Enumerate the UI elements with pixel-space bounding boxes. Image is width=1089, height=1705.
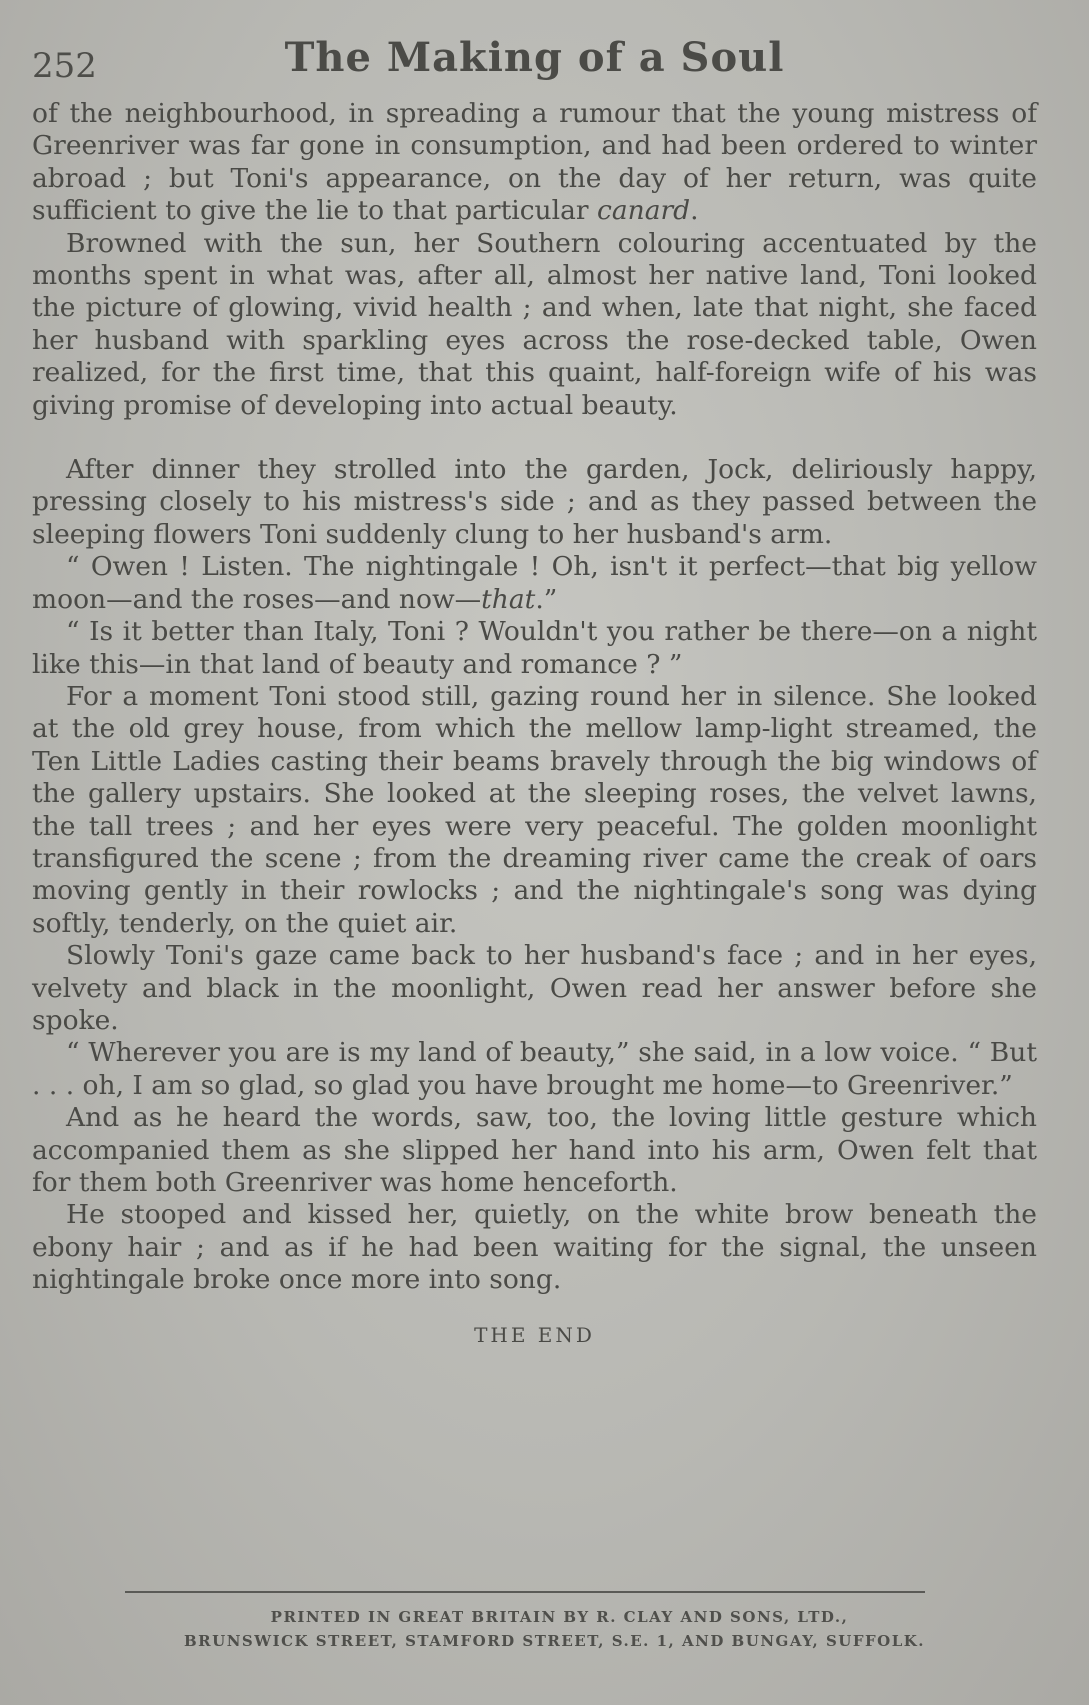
paragraph: He stooped and kissed her, quietly, on the white brow beneath the ebony hair ; and as if he had been waiting for the signal, the unseen nightingale broke once more into song. [32, 1199, 1037, 1296]
page-number: 252 [32, 46, 97, 86]
the-end-label: THE END [474, 1322, 595, 1347]
printer-imprint-line-2: BRUNSWICK STREET, STAMFORD STREET, S.E. 1, AND BUNGAY, SUFFOLK. [183, 1632, 926, 1650]
paragraph: After dinner they strolled into the garden, Jock, deliriously happy, pressing closely to his mistress's side ; and as they passed between the sleeping flowers Toni suddenly clung to her husband's arm. [32, 454, 1037, 550]
paragraph: Slowly Toni's gaze came back to her husband's face ; and in her eyes, velvety and black in the moonlight, Owen read her answer before she spoke. [32, 940, 1037, 1036]
paragraph: of the neighbourhood, in spreading a rumour that the young mistress of Greenriver was far gone in consumption, and had been ordered to winter abroad ; but Toni's appearance, on the day of her return, was quite sufficient to give the lie to that particular canard. [32, 98, 1037, 227]
italic-word: that [481, 583, 536, 615]
body-text [32, 98, 1037, 1297]
paragraph: And as he heard the words, saw, too, the loving little gesture which accompanied them as she slipped her hand into his arm, Owen felt that for them both Greenriver was home henceforth. [32, 1102, 1037, 1198]
italic-word: canard [596, 195, 691, 227]
paragraph: “ Is it better than Italy, Toni ? Wouldn't you rather be there—on a night like this—in that land of beauty and romance ? ” [32, 616, 1037, 680]
paragraph: For a moment Toni stood still, gazing round her in silence. She looked at the old grey house, from which the mellow lamp-light streamed, the Ten Little Ladies casting their beams bravely through the big windows of the gallery upstairs. She looked at the sleeping roses, the velvet lawns, the tall trees ; and her eyes were very peaceful. The golden moonlight transfigured the scene ; from the dreaming river came the creak of oars moving gently in their rowlocks ; and the nightingale's song was dying softly, tenderly, on the quiet air. [32, 680, 1037, 939]
divider-rule [125, 1591, 925, 1593]
paragraph: “ Wherever you are is my land of beauty,” she said, in a low voice. “ But . . . oh, I am so glad, so glad you have brought me home—to Greenriver.” [32, 1037, 1037, 1101]
page-header [32, 28, 1037, 98]
printer-imprint-line-1: PRINTED IN GREAT BRITAIN BY R. CLAY AND SONS, LTD., [270, 1608, 849, 1626]
running-title: The Making of a Soul [284, 34, 785, 81]
paragraph: Browned with the sun, her Southern colouring accentuated by the months spent in what was, after all, almost her native land, Toni looked the picture of glowing, vivid health ; and when, late that night, she faced her husband with sparkling eyes across the rose-decked table, Owen realized, for the first time, that this quaint, half-foreign wife of his was giving promise of developing into actual beauty. [32, 227, 1037, 421]
paragraph: “ Owen ! Listen. The nightingale ! Oh, isn't it perfect—that big yellow moon—and the roses—and now—that.” [32, 551, 1037, 615]
